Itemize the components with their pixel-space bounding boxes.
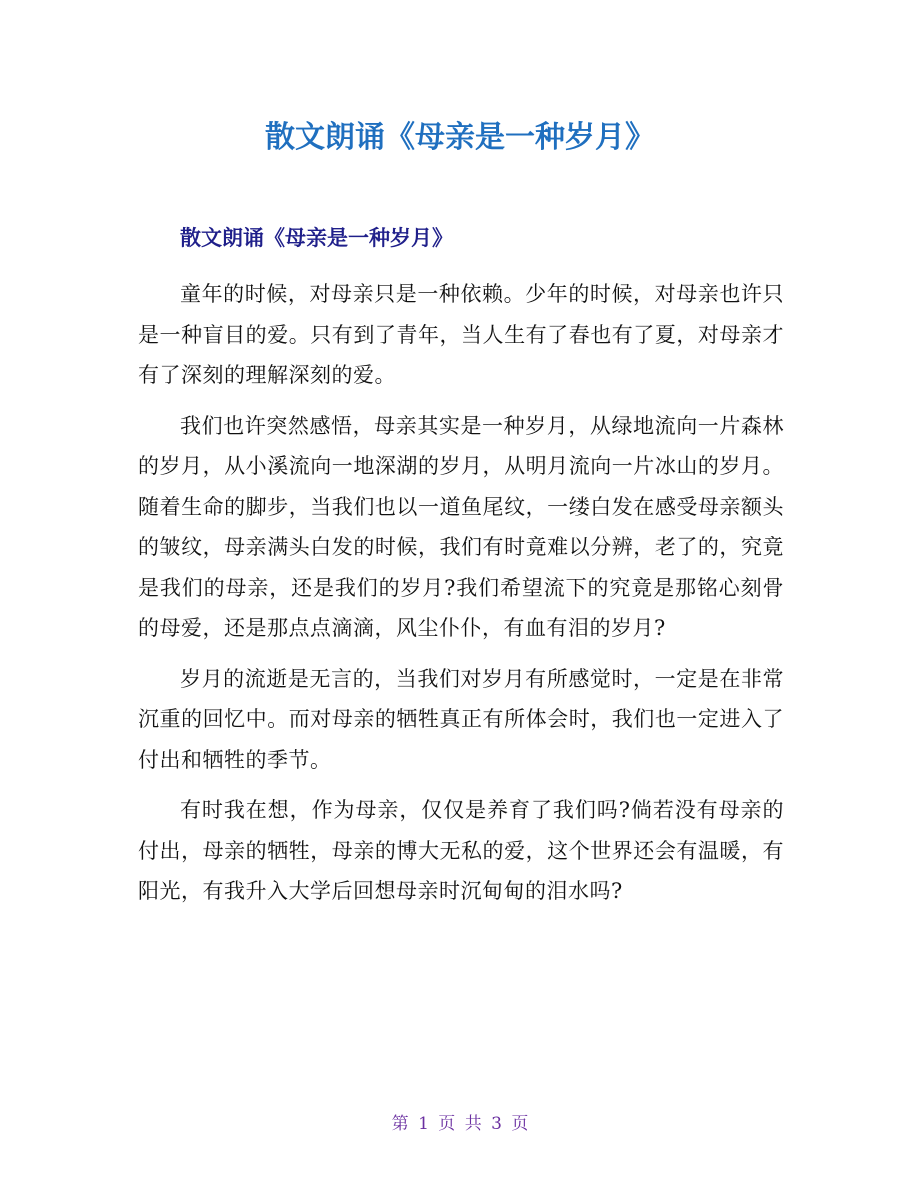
paragraph: 我们也许突然感悟，母亲其实是一种岁月，从绿地流向一片森林的岁月，从小溪流向一地深湖的岁月，从明月流向一片冰山的岁月。随着生命的脚步，当我们也以一道鱼尾纹，一缕白发在感受母亲额头的皱纹，母亲满头白发的时候，我们有时竟难以分辨，老了的，究竟是我们的母亲，还是我们的岁月?我们希望流下的究竟是那铭心刻骨的母爱，还是那点点滴滴，风尘仆仆，有血有泪的岁月?	[138, 413, 784, 640]
document-body	[138, 214, 784, 922]
paragraph: 岁月的流逝是无言的，当我们对岁月有所感觉时，一定是在非常沉重的回忆中。而对母亲的牺牲真正有所体会时，我们也一定进入了付出和牺牲的季节。	[138, 666, 784, 772]
paragraph: 有时我在想，作为母亲，仅仅是养育了我们吗?倘若没有母亲的付出，母亲的牺牲，母亲的博大无私的爱，这个世界还会有温暖，有阳光，有我升入大学后回想母亲时沉甸甸的泪水吗?	[138, 798, 784, 903]
section-heading: 散文朗诵《母亲是一种岁月》	[180, 226, 453, 250]
page-footer: 第 1 页 共 3 页	[391, 1114, 529, 1134]
document-title: 散文朗诵《母亲是一种岁月》	[265, 120, 655, 155]
paragraph: 童年的时候，对母亲只是一种依赖。少年的时候，对母亲也许只是一种盲目的爱。只有到了青年，当人生有了春也有了夏，对母亲才有了深刻的理解深刻的爱。	[138, 282, 784, 387]
